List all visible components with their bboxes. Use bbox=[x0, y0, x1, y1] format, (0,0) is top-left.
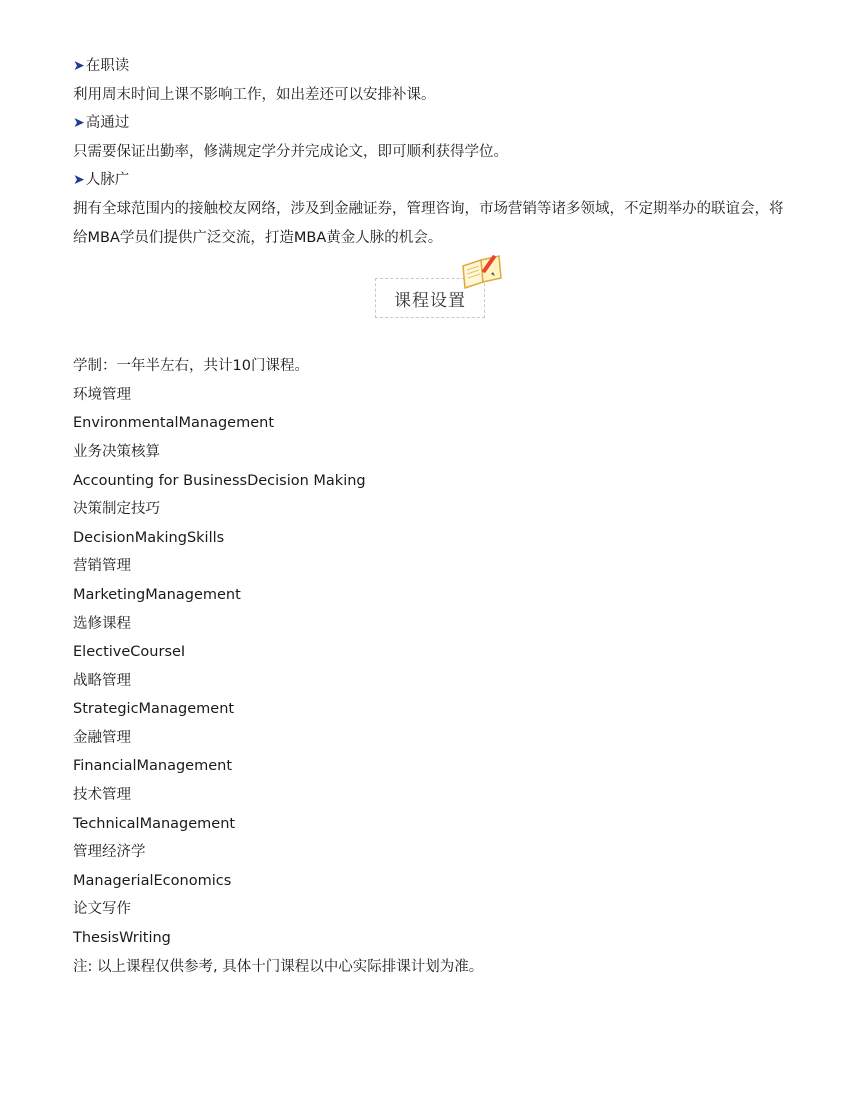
course-name-en: Accounting for BusinessDecision Making bbox=[73, 472, 366, 489]
section-header bbox=[73, 252, 793, 352]
course-name-cn: 技术管理 bbox=[73, 787, 131, 804]
course-name-en: TechnicalManagement bbox=[73, 815, 236, 832]
course-name-cn: 金融管理 bbox=[73, 729, 131, 746]
arrow-right-icon: ➤ bbox=[73, 115, 85, 132]
course-note: 注: 以上课程仅供参考, 具体十门课程以中心实际排课计划为准。 bbox=[73, 958, 484, 975]
feature-title: 高通过 bbox=[85, 115, 130, 132]
course-name-en: EnvironmentalManagement bbox=[73, 415, 275, 432]
course-name-cn: 管理经济学 bbox=[73, 844, 146, 861]
feature-description: 利用周末时间上课不影响工作，如出差还可以安排补课。 bbox=[73, 86, 436, 103]
course-name-cn: 业务决策核算 bbox=[73, 443, 160, 460]
feature-title: 人脉广 bbox=[85, 172, 130, 189]
course-list bbox=[73, 381, 793, 953]
arrow-right-icon: ➤ bbox=[73, 172, 85, 189]
document-page bbox=[73, 52, 793, 981]
course-name-cn: 营销管理 bbox=[73, 558, 131, 575]
feature-description: 只需要保证出勤率，修满规定学分并完成论文，即可顺利获得学位。 bbox=[73, 143, 508, 160]
course-name-en: ThesisWriting bbox=[73, 930, 171, 947]
course-name-en: MarketingManagement bbox=[73, 586, 241, 603]
course-name-cn: 决策制定技巧 bbox=[73, 501, 160, 518]
course-name-cn: 论文写作 bbox=[73, 901, 131, 918]
program-duration: 学制：一年半左右，共计10门课程。 bbox=[73, 358, 309, 375]
feature-description: 拥有全球范围内的接触校友网络，涉及到金融证券，管理咨询，市场营销等诸多领域，不定期举办的联谊会，将给MBA学员们提供广泛交流，打造MBA黄金人脉的机会。 bbox=[73, 200, 784, 246]
course-name-cn: 战略管理 bbox=[73, 672, 131, 689]
arrow-right-icon: ➤ bbox=[73, 58, 85, 74]
section-title: 课程设置 bbox=[375, 278, 485, 318]
course-name-en: ManagerialEconomics bbox=[73, 872, 232, 889]
course-name-cn: 选修课程 bbox=[73, 615, 131, 632]
course-name-en: StrategicManagement bbox=[73, 701, 235, 718]
course-name-en: DecisionMakingSkills bbox=[73, 529, 225, 546]
feature-heading-2 bbox=[73, 109, 793, 138]
open-book-pencil-icon bbox=[459, 252, 505, 290]
feature-heading-3 bbox=[73, 166, 793, 195]
course-name-en: ElectiveCourseI bbox=[73, 644, 186, 661]
feature-heading-1 bbox=[73, 52, 793, 81]
course-name-en: FinancialManagement bbox=[73, 758, 233, 775]
course-name-cn: 环境管理 bbox=[73, 386, 131, 403]
feature-title: 在职读 bbox=[85, 58, 130, 74]
